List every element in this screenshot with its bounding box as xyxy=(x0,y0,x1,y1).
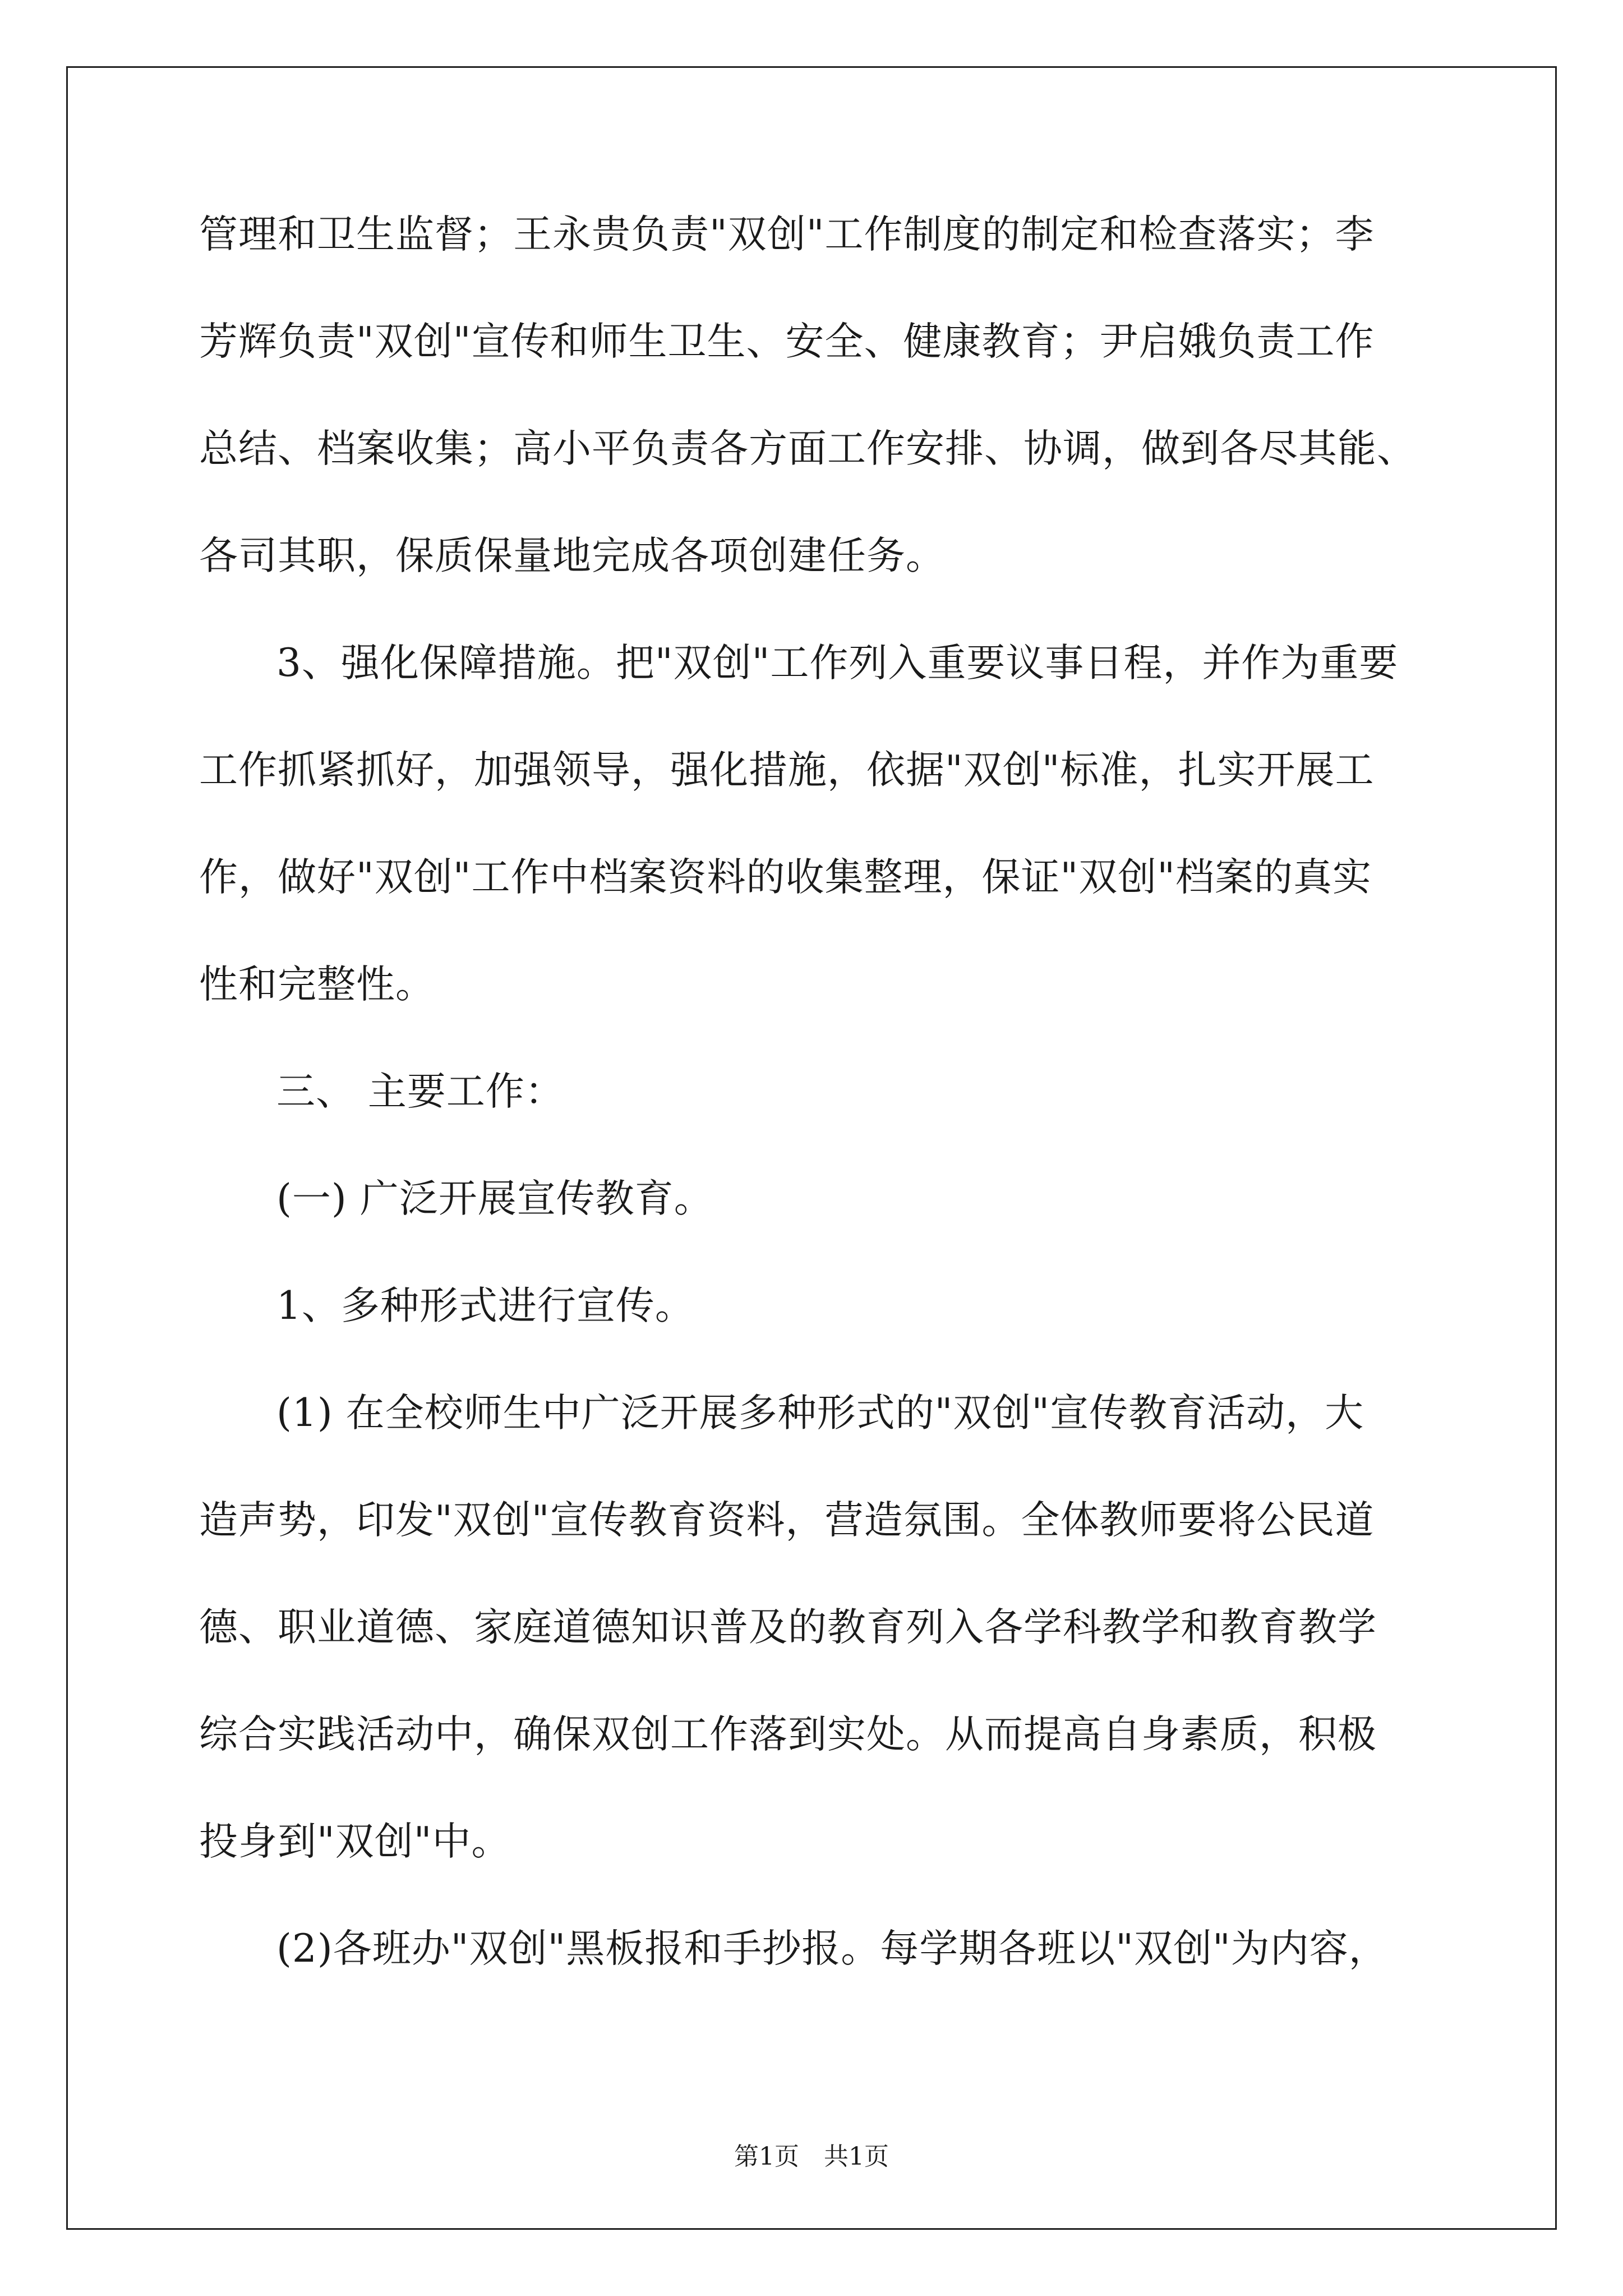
text-line: (一) 广泛开展宣传教育。 xyxy=(276,1176,713,1221)
text-line: (2)各班办"双创"黑板报和手抄报。每学期各班以"双创"为内容， xyxy=(276,1926,1388,1971)
text-line: 造声势，印发"双创"宣传教育资料，营造氛围。全体教师要将公民道 xyxy=(199,1498,1375,1543)
text-line: 3、强化保障措施。把"双创"工作列入重要议事日程，并作为重要 xyxy=(276,641,1399,685)
text-line: 综合实践活动中，确保双创工作落到实处。从而提高自身素质，积极 xyxy=(199,1712,1377,1757)
text-line: 德、职业道德、家庭道德知识普及的教育列入各学科教学和教育教学 xyxy=(199,1605,1377,1650)
text-line: (1) 在全校师生中广泛开展多种形式的"双创"宣传教育活动，大 xyxy=(276,1391,1364,1435)
text-line: 1、多种形式进行宣传。 xyxy=(276,1283,694,1328)
text-line: 芳辉负责"双创"宣传和师生卫生、安全、健康教育；尹启娥负责工作 xyxy=(199,319,1375,364)
text-line: 各司其职，保质保量地完成各项创建任务。 xyxy=(199,533,945,578)
page-footer: 第1页 共1页 xyxy=(734,2142,889,2171)
text-line: 管理和卫生监督；王永贵负责"双创"工作制度的制定和检查落实；李 xyxy=(199,212,1375,257)
document-body xyxy=(199,208,1433,2029)
text-line: 投身到"双创"中。 xyxy=(199,1819,511,1864)
text-line: 工作抓紧抓好，加强领导，强化措施，依据"双创"标准，扎实开展工 xyxy=(199,748,1375,793)
text-line: 总结、档案收集；高小平负责各方面工作安排、协调，做到各尽其能、 xyxy=(199,426,1416,471)
text-line: 性和完整性。 xyxy=(199,962,435,1007)
text-line: 三、 主要工作： xyxy=(276,1069,564,1114)
text-line: 作，做好"双创"工作中档案资料的收集整理，保证"双创"档案的真实 xyxy=(199,855,1372,900)
